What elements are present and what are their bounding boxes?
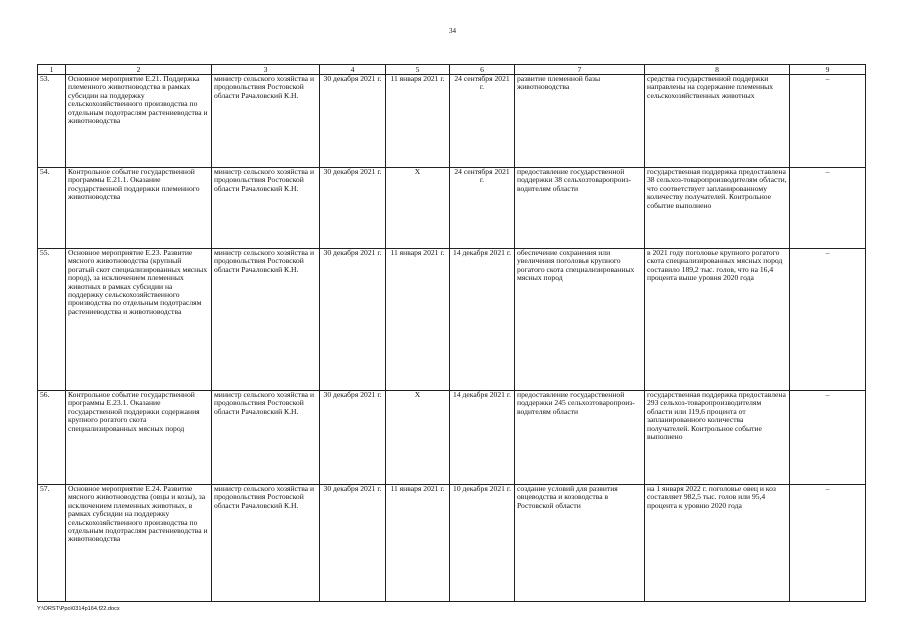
note: –	[790, 168, 866, 249]
row-number: 56.	[38, 391, 66, 485]
event-name: Контрольное событие государственной программы Е.21.1. Оказание государственной поддержки племенного животноводства	[66, 168, 212, 249]
event-name: Основное мероприятие Е.24. Развитие мясного животноводства (овцы и козы), за исключением племенных животных, в рамках субсидии на поддержку сельскохозяйственного производства по отдельным подотраслям растениеводства и животноводства	[66, 485, 212, 602]
actual-result: в 2021 году поголовье крупного рогатого скота специализированных мясных пород составило 189,2 тыс. голов, что на 16,4 процента выше уровня 2020 года	[645, 249, 790, 391]
document-file-path: Y:\ORST\Ppo\0314p164.f22.docx	[37, 606, 120, 612]
expected-result: предоставление государственной поддержки 245 сельхозтоваропроиз-водителям области	[515, 391, 645, 485]
planned-end-date: 30 декабря 2021 г.	[320, 168, 386, 249]
column-header: 3	[212, 65, 320, 75]
table-row	[38, 75, 866, 168]
note: –	[790, 75, 866, 168]
actual-end-date: 24 сентября 2021 г.	[450, 168, 515, 249]
row-number: 54.	[38, 168, 66, 249]
actual-result: государственная поддержка предоставлена 293 сельхоз-товаропроизводителям области или 119,6 процента от запланированного количества получателей. Контрольное событие выполнено	[645, 391, 790, 485]
actual-end-date: 10 декабря 2021 г.	[450, 485, 515, 602]
row-number: 57.	[38, 485, 66, 602]
table-row	[38, 249, 866, 391]
expected-result: предоставление государственной поддержки 38 сельхозтоваропроиз-водителям области	[515, 168, 645, 249]
column-header: 5	[386, 65, 450, 75]
actual-end-date: 14 декабря 2021 г.	[450, 249, 515, 391]
planned-end-date: 30 декабря 2021 г.	[320, 391, 386, 485]
column-header: 8	[645, 65, 790, 75]
column-header: 4	[320, 65, 386, 75]
column-header: 1	[38, 65, 66, 75]
table-header-row	[38, 65, 866, 75]
expected-result: создание условий для развития овцеводства и козоводства в Ростовской области	[515, 485, 645, 602]
table-row	[38, 168, 866, 249]
actual-result: на 1 января 2022 г. поголовье овец и коз составляет 982,5 тыс. голов или 95,4 процента к уровню 2020 года	[645, 485, 790, 602]
table-row	[38, 485, 866, 602]
expected-result: развитие племенной базы животноводства	[515, 75, 645, 168]
event-name: Основное мероприятие Е.23. Развитие мясного животноводства (крупный рогатый скот специализированных мясных пород), за исключением племенных животных в рамках субсидии на поддержку сельскохозяйственного производства по отдельным подотраслям растениеводства и животноводства	[66, 249, 212, 391]
responsible: министр сельского хозяйства и продовольствия Ростовской области Рачаловский К.Н.	[212, 485, 320, 602]
actual-end-date: 24 сентября 2021 г.	[450, 75, 515, 168]
planned-end-date: 30 декабря 2021 г.	[320, 75, 386, 168]
column-header: 7	[515, 65, 645, 75]
note: –	[790, 485, 866, 602]
row-number: 55.	[38, 249, 66, 391]
actual-result: средства государственной поддержки направлены на содержание племенных сельскохозяйственных животных	[645, 75, 790, 168]
actual-start-date: Х	[386, 168, 450, 249]
actual-start-date: 11 января 2021 г.	[386, 249, 450, 391]
row-number: 53.	[38, 75, 66, 168]
events-table	[37, 64, 866, 602]
responsible: министр сельского хозяйства и продовольствия Ростовской области Рачаловский К.Н.	[212, 391, 320, 485]
responsible: министр сельского хозяйства и продовольствия Ростовской области Рачаловский К.Н.	[212, 168, 320, 249]
actual-start-date: Х	[386, 391, 450, 485]
note: –	[790, 391, 866, 485]
event-name: Основное мероприятие Е.21. Поддержка племенного животноводства в рамках субсидии на поддержку сельскохозяйственного производства по отдельным подотраслям растениеводства и животноводства	[66, 75, 212, 168]
planned-end-date: 30 декабря 2021 г.	[320, 249, 386, 391]
table-row	[38, 391, 866, 485]
actual-start-date: 11 января 2021 г.	[386, 485, 450, 602]
actual-start-date: 11 января 2021 г.	[386, 75, 450, 168]
column-header: 6	[450, 65, 515, 75]
responsible: министр сельского хозяйства и продовольствия Ростовской области Рачаловский К.Н.	[212, 249, 320, 391]
actual-result: государственная поддержка предоставлена 38 сельхоз-товаропроизводителям области, что соответствует запланированному количеству получателей. Контрольное событие выполнено	[645, 168, 790, 249]
actual-end-date: 14 декабря 2021 г.	[450, 391, 515, 485]
event-name: Контрольное событие государственной программы Е.23.1. Оказание государственной поддержки содержания крупного рогатого скота специализированных мясных пород	[66, 391, 212, 485]
expected-result: обеспечение сохранения или увеличения поголовья крупного рогатого скота специализированных мясных пород	[515, 249, 645, 391]
page-number: 34	[449, 27, 456, 35]
column-header: 9	[790, 65, 866, 75]
planned-end-date: 30 декабря 2021 г.	[320, 485, 386, 602]
responsible: министр сельского хозяйства и продовольствия Ростовской области Рачаловский К.Н.	[212, 75, 320, 168]
column-header: 2	[66, 65, 212, 75]
note: –	[790, 249, 866, 391]
